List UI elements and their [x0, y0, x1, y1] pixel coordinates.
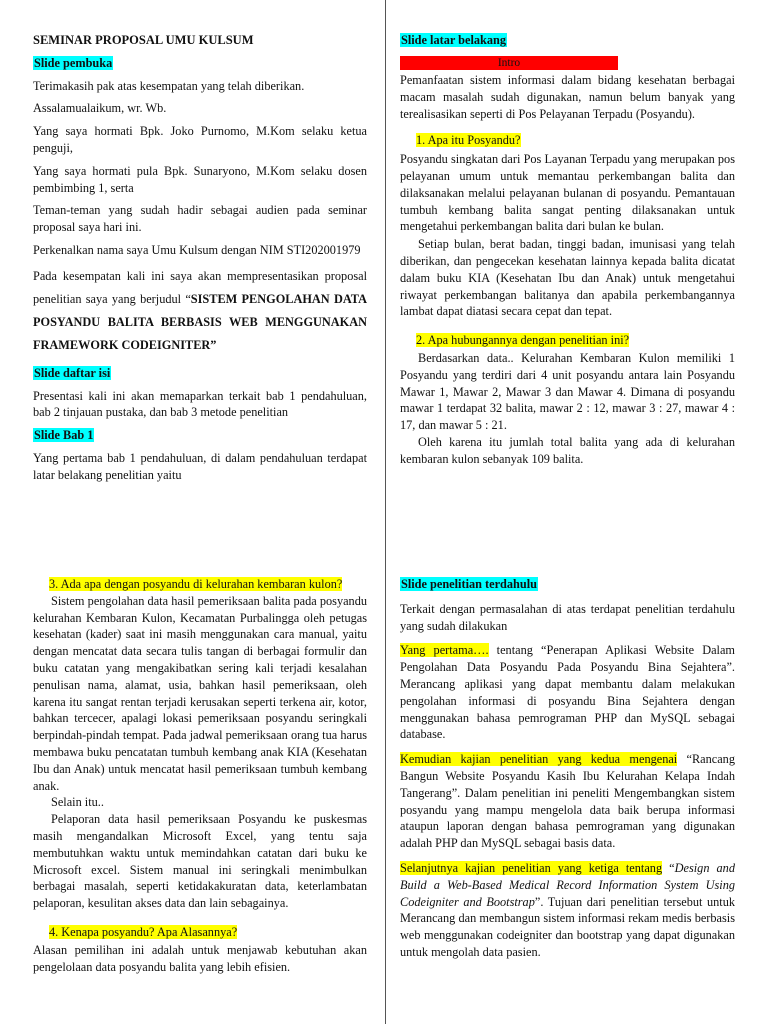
background-paragraph-5: Oleh karena itu jumlah total balita yang ada di kelurahan kembaran kulon sebanyak 109 balita. — [400, 434, 735, 466]
proposal-intro-text: Pada kesempatan kali ini saya akan mempresentasikan proposal penelitian saya yang berjudul “ — [33, 268, 367, 306]
prior-research-3 — [400, 860, 735, 961]
opening-paragraph-4: Yang saya hormati pula Bpk. Sunaryono, M.Kom selaku dosen pembimbing 1, serta — [33, 163, 367, 195]
chapter1-paragraph: Yang pertama bab 1 pendahuluan, di dalam pendahuluan terdapat latar belakang penelitian yaitu — [33, 450, 367, 482]
background-paragraph-1: Pemanfaatan sistem informasi dalam bidang kesehatan berbagai macam masalah sudah digunakan, namun belum banyak yang terealisasikan seperti di Pos Pelayanan Terpadu (Posyandu). — [400, 73, 735, 121]
column-divider — [385, 0, 386, 1024]
prior-research-3-text: ”. Tujuan dari penelitian tersebut untuk Merancang dan membangun sistem informasi rekam medis berbasis web menggunakan codeigniter dan bootstrap yang dapat digunakan untuk mengolah data pasien. — [400, 894, 735, 959]
problem-paragraph-2: Selain itu.. — [51, 795, 104, 810]
proposal-title: SISTEM PENGOLAHAN DATA POSYANDU BALITA BERBASIS WEB MENGGUNAKAN FRAMEWORK CODEIGNITER” — [33, 291, 367, 352]
prior-research-3-lead: Selanjutnya kajian penelitian yang ketiga tentang — [400, 860, 663, 875]
opening-paragraph-7 — [33, 265, 367, 357]
quadrant-top-right — [400, 32, 735, 49]
prior-research-intro: Terkait dengan permasalahan di atas terdapat penelitian terdahulu yang sudah dilakukan — [400, 601, 735, 633]
contents-slide-heading: Slide daftar isi — [34, 365, 111, 380]
prior-research-2 — [400, 751, 735, 852]
opening-paragraph-5: Teman-teman yang sudah hadir sebagai audien pada seminar proposal saya hari ini. — [33, 203, 367, 235]
quadrant-top-left — [33, 32, 367, 484]
background-paragraph-3: Setiap bulan, berat badan, tinggi badan, imunisasi yang telah diberikan, dan pengecekan kesehatan lainnya kepada balita dicatat dalam buku KIA (Kesehatan Ibu dan Anak) untuk mengetahui riwayat perkembangan balitanya dan apabila perkembangannya lambat dapat diatasi secara cepat dan tepat. — [400, 237, 735, 319]
prior-research-3-open-quote: “ — [662, 860, 675, 875]
chapter1-slide-heading: Slide Bab 1 — [34, 428, 94, 443]
opening-paragraph-2: Assalamualaikum, wr. Wb. — [33, 101, 167, 116]
question-2-label: 2. Apa hubungannya dengan penelitian ini? — [416, 333, 630, 348]
question-3-label: 3. Ada apa dengan posyandu di kelurahan kembaran kulon? — [49, 577, 343, 591]
question-4-label: 4. Kenapa posyandu? Apa Alasannya? — [49, 924, 238, 939]
prior-research-slide-heading: Slide penelitian terdahulu — [401, 577, 537, 591]
contents-paragraph: Presentasi kali ini akan memaparkan terkait bab 1 pendahuluan, bab 2 tinjauan pustaka, dan bab 3 metode penelitian — [33, 388, 367, 420]
prior-research-2-lead: Kemudian kajian penelitian yang kedua mengenai — [400, 752, 678, 767]
prior-research-1 — [400, 642, 735, 743]
background-slide-heading: Slide latar belakang — [401, 33, 506, 47]
opening-paragraph-3: Yang saya hormati Bpk. Joko Purnomo, M.Kom selaku ketua penguji, — [33, 124, 367, 155]
opening-paragraph-1: Terimakasih pak atas kesempatan yang telah diberikan. — [33, 78, 305, 93]
background-body — [400, 72, 735, 468]
prior-research-3-title: Design and Build a Web-Based Medical Record Information System Using Codeigniter and Bootstrap — [400, 860, 735, 909]
problem-paragraph-1: Sistem pengolahan data hasil pemeriksaan balita pada posyandu kelurahan Kembaran Kulon, Kecamatan Purbalingga oleh petugas kesehatan (kader) saat ini masih menggunakan cara manual, yaitu dengan mencatat data secara tulis tangan di berbagai formulir dan buku catatan yang mengakibatkan sering kali terjadi kesalahan penulisan nama, alamat, usia, bahkan hasil pemeriksaan, oleh karena itu sangat rentan terjadi kerusakan seperti terkena air, kotor, bahkan tercecer, apalagi lokasi pemeriksaan posyandu seringkali berpindah-pindah tempat. Pada jadwal pemeriksaan orang tua harus membawa buku pencatatan tumbuh kembang anak KIA (Kesehatan Ibu dan Anak) untuk mencatat hasil pemeriksaan tumbuh kembang anak. — [33, 593, 367, 793]
document-title: SEMINAR PROPOSAL UMU KULSUM — [33, 33, 254, 47]
problem-paragraph-3: Pelaporan data hasil pemeriksaan Posyandu ke puskesmas masih mengandalkan Microsoft Excel, yang tentu saja membutuhkan waktu untuk memindahkan catatan dari buku ke Microsoft excel. Sistem manual ini seringkali menimbulkan berbagai masalah, seperti ketidakakuratan data, keterlambatan pelaporan, kesulitan akses data dan lain sebagainya. — [33, 812, 367, 911]
quadrant-bottom-right — [400, 576, 735, 961]
background-paragraph-2: Posyandu singkatan dari Pos Layanan Terpadu yang merupakan pos pelayanan umum untuk memantau perkembangan balita dan dilaksanakan melalui pelayanan bulanan di posyandu. Pemantauan tumbuh kembang balita sangat penting dilaksanakan untuk mengetahui perkembangan balita dari bulan ke bulan. — [400, 152, 735, 234]
opening-slide-heading: Slide pembuka — [34, 55, 113, 70]
prior-research-1-text: tentang “Penerapan Aplikasi Website Dalam Pengolahan Data Posyandu Pada Posyandu Bina Sejahtera”. Merancang aplikasi yang dapat membantu dalam melakukan pengolahan informasi di posyandu Bina Sejahtera dengan menggunakan bahasa pemrograman PHP dan MySQL sebagai database. — [400, 643, 735, 742]
background-paragraph-4: Berdasarkan data.. Kelurahan Kembaran Kulon memiliki 1 Posyandu yang terdiri dari 4 unit posyandu antara lain Posyandu Mawar 1, Mawar 2, Mawar 3 dan Mawar 4. Dimana di posyandu mawar 1 terdapat 32 balita, mawar 2 : 12, mawar 3 : 27, mawar 4 : 17, dan mawar 5 : 21. — [400, 350, 735, 433]
question-1-label: 1. Apa itu Posyandu? — [416, 133, 521, 148]
reason-paragraph: Alasan pemilihan ini adalah untuk menjawab kebutuhan akan pengelolaan data posyandu balita yang lebih efisien. — [33, 942, 367, 974]
prior-research-2-text: “Rancang Bangun Website Posyandu Kasih Ibu Kelurahan Kelapa Indah Tangerang”. Dalam penelitian ini peneliti Mengembangkan sistem posyandu yang mampu mengelola data baik berupa informasi ataupun laporan dengan bahasa pemrograman yang digunakan adalah PHP dan MySQL sebagai basis data. — [400, 752, 735, 851]
opening-paragraph-6: Perkenalkan nama saya Umu Kulsum dengan NIM STI202001979 — [33, 242, 361, 257]
prior-research-1-lead: Yang pertama…. — [400, 643, 489, 658]
intro-bar: Intro — [400, 56, 618, 70]
quadrant-bottom-left — [33, 576, 367, 975]
